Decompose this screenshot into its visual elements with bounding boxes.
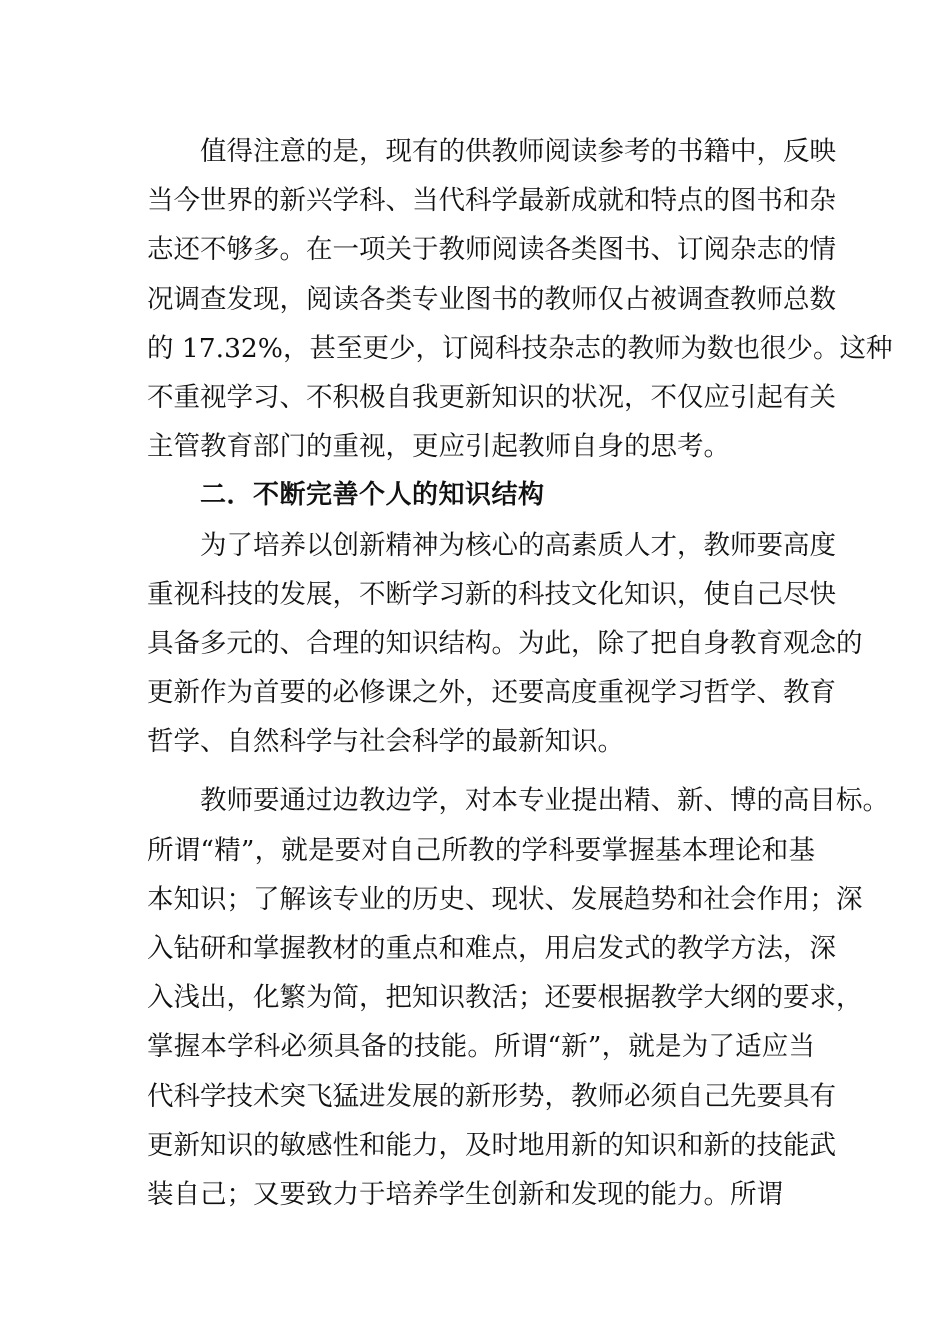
para2-line-1: 为了培养以创新精神为核心的高素质人才，教师要高度 — [200, 529, 836, 561]
para3-line-2: 所谓“精”，就是要对自己所教的学科要掌握基本理论和基 — [147, 834, 815, 866]
paragraph-gap — [147, 766, 815, 776]
para3-line-5: 入浅出，化繁为简，把知识教活；还要根据教学大纲的要求， — [147, 982, 863, 1014]
para2-line-3: 具备多元的、合理的知识结构。为此，除了把自身教育观念的 — [147, 627, 863, 659]
para3-line-6: 掌握本学科必须具备的技能。所谓“新”，就是为了适应当 — [147, 1031, 815, 1063]
para2-line-5: 哲学、自然科学与社会科学的最新知识。 — [147, 726, 624, 758]
para3-line-1: 教师要通过边教边学，对本专业提出精、新、博的高目标。 — [200, 785, 889, 817]
para2-line-2: 重视科技的发展，不断学习新的科技文化知识，使自己尽快 — [147, 578, 836, 610]
para3-line-9: 装自己；又要致力于培养学生创新和发现的能力。所谓 — [147, 1178, 783, 1210]
para1-line-6: 不重视学习、不积极自我更新知识的状况，不仅应引起有关 — [147, 381, 836, 413]
para3-line-7: 代科学技术突飞猛进发展的新形势，教师必须自己先要具有 — [147, 1080, 836, 1112]
para2-line-4: 更新作为首要的必修课之外，还要高度重视学习哲学、教育 — [147, 677, 836, 709]
para3-line-3: 本知识；了解该专业的历史、现状、发展趋势和社会作用；深 — [147, 883, 863, 915]
para1-line-3: 志还不够多。在一项关于教师阅读各类图书、订阅杂志的情 — [147, 234, 836, 266]
section-heading-2: 二．不断完善个人的知识结构 — [200, 480, 545, 511]
para1-line-5: 的 17.32%，甚至更少，订阅科技杂志的教师为数也很少。这种 — [147, 332, 893, 364]
para1-line-2: 当今世界的新兴学科、当代科学最新成就和特点的图书和杂 — [147, 185, 836, 217]
document-body — [147, 127, 893, 1219]
para1-line-1: 值得注意的是，现有的供教师阅读参考的书籍中，反映 — [200, 136, 836, 167]
para1-line-4: 况调查发现，阅读各类专业图书的教师仅占被调查教师总数 — [147, 283, 836, 315]
para1-line-7: 主管教育部门的重视，更应引起教师自身的思考。 — [147, 431, 730, 463]
para3-line-4: 入钻研和掌握教材的重点和难点，用启发式的教学方法，深 — [147, 933, 836, 964]
para3-line-8: 更新知识的敏感性和能力，及时地用新的知识和新的技能武 — [147, 1129, 836, 1161]
